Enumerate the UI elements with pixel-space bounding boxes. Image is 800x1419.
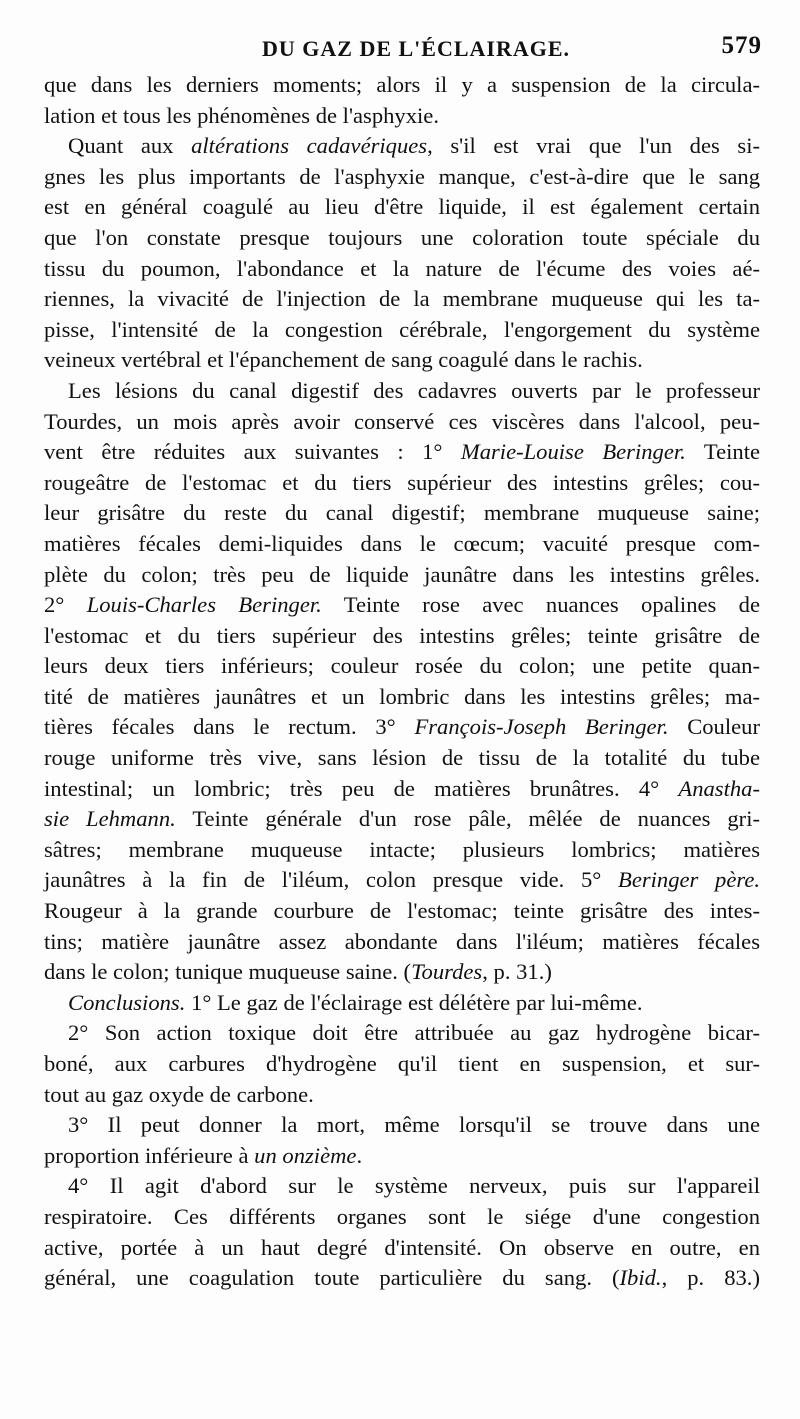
running-title: DU GAZ DE L'ÉCLAIRAGE. bbox=[262, 36, 571, 61]
text-line bbox=[44, 407, 760, 438]
text-line bbox=[44, 896, 760, 927]
text-line bbox=[44, 529, 760, 560]
text-run: matières fécales demi-liquides dans le cœcum; vacuité presque com- bbox=[44, 530, 760, 556]
text-line bbox=[44, 192, 760, 223]
italic-run: sie Lehmann. bbox=[44, 806, 176, 832]
italic-run: François-Joseph Beringer. bbox=[414, 714, 669, 740]
italic-run: Louis-Charles Beringer. bbox=[86, 592, 322, 618]
text-line bbox=[44, 376, 760, 407]
text-run: que l'on constate presque toujours une coloration toute spéciale du bbox=[44, 224, 760, 250]
text-run: Quant aux bbox=[68, 133, 192, 159]
text-run: rouge uniforme très vive, sans lésion de tissu de la totalité du tube bbox=[44, 745, 760, 771]
text-line bbox=[44, 437, 760, 468]
text-run: riennes, la vivacité de l'injection de la membrane muqueuse qui les ta- bbox=[44, 286, 760, 312]
italic-run: Beringer père. bbox=[618, 867, 760, 893]
italic-run: Ibid. bbox=[619, 1265, 662, 1291]
text-run: active, portée à un haut degré d'intensité. On observe en outre, en bbox=[44, 1234, 760, 1260]
text-run: tières fécales dans le rectum. 3° bbox=[44, 714, 415, 740]
text-line bbox=[44, 927, 760, 958]
text-run: 2° Son action toxique doit être attribuée au gaz hydrogène bicar- bbox=[68, 1020, 760, 1046]
text-run: pisse, l'intensité de la congestion cérébrale, l'engorgement du système bbox=[44, 316, 760, 342]
text-line bbox=[44, 468, 760, 499]
text-run: Rougeur à la grande courbure de l'estomac; teinte grisâtre des intes- bbox=[44, 898, 760, 924]
text-run: , p. 31.) bbox=[482, 959, 552, 985]
text-line bbox=[44, 774, 760, 805]
text-run: gnes les plus importants de l'asphyxie manque, c'est-à-dire que le sang bbox=[44, 163, 760, 189]
text-run: est en général coagulé au lieu d'être liquide, il est également certain bbox=[44, 194, 760, 220]
text-run: vent être réduites aux suivantes : 1° bbox=[44, 439, 461, 465]
text-run: que dans les derniers moments; alors il y a suspension de la circula- bbox=[44, 72, 760, 97]
text-run: tout au gaz oxyde de carbone. bbox=[44, 1081, 314, 1107]
text-line bbox=[44, 743, 760, 774]
text-run: 2° bbox=[44, 592, 87, 618]
text-line bbox=[44, 345, 760, 376]
page-number: 579 bbox=[721, 32, 762, 59]
text-line bbox=[44, 131, 760, 162]
text-run: jaunâtres à la fin de l'iléum, colon presque vide. 5° bbox=[44, 867, 619, 893]
text-run: lation et tous les phénomènes de l'asphyxie. bbox=[44, 102, 439, 128]
text-run: veineux vertébral et l'épanchement de sang coagulé dans le rachis. bbox=[44, 347, 643, 373]
text-line bbox=[44, 621, 760, 652]
text-line bbox=[44, 1018, 760, 1049]
text-line bbox=[44, 1110, 760, 1141]
text-run: proportion inférieure à bbox=[44, 1142, 255, 1168]
text-line bbox=[44, 682, 760, 713]
text-run: 1° Le gaz de l'éclairage est délétère par lui-même. bbox=[185, 989, 643, 1015]
text-run: l'estomac et du tiers supérieur des intestins grêles; teinte grisâtre de bbox=[44, 622, 760, 648]
text-run: Couleur bbox=[668, 714, 760, 740]
text-run: Les lésions du canal digestif des cadavres ouverts par le professeur bbox=[68, 377, 760, 403]
text-line bbox=[44, 1202, 760, 1233]
italic-run: Conclusions. bbox=[68, 989, 186, 1015]
text-run: dans le colon; tunique muqueuse saine. ( bbox=[44, 959, 412, 985]
text-run: tins; matière jaunâtre assez abondante dans l'iléum; matières fécales bbox=[44, 928, 760, 954]
text-run: , p. 83.) bbox=[661, 1265, 760, 1291]
text-line bbox=[44, 162, 760, 193]
text-run: 4° Il agit d'abord sur le système nerveux, puis sur l'appareil bbox=[68, 1173, 760, 1199]
text-run: 3° Il peut donner la mort, même lorsqu'il se trouve dans une bbox=[68, 1112, 760, 1138]
text-run: leurs deux tiers inférieurs; couleur rosée du colon; une petite quan- bbox=[44, 653, 760, 679]
text-run: boné, aux carbures d'hydrogène qu'il tient en suspension, et sur- bbox=[44, 1051, 760, 1076]
text-run: Tourdes, un mois après avoir conservé ces viscères dans l'alcool, peu- bbox=[44, 408, 760, 434]
body-text bbox=[44, 70, 760, 1294]
page-header bbox=[262, 32, 762, 66]
text-line bbox=[44, 1080, 760, 1111]
text-line bbox=[44, 70, 760, 101]
text-line bbox=[44, 101, 760, 132]
text-run: respiratoire. Ces différents organes sont le siége d'une congestion bbox=[44, 1203, 760, 1229]
text-run: . bbox=[356, 1142, 363, 1168]
italic-run: Anastha- bbox=[678, 775, 760, 801]
text-run: tité de matières jaunâtres et un lombric dans les intestins grêles; ma- bbox=[44, 683, 760, 709]
text-run: sâtres; membrane muqueuse intacte; plusieurs lombrics; matières bbox=[44, 836, 760, 862]
text-line bbox=[44, 223, 760, 254]
text-run: tissu du poumon, l'abondance et la nature de l'écume des voies aé- bbox=[44, 255, 760, 281]
text-run: rougeâtre de l'estomac et du tiers supérieur des intestins grêles; cou- bbox=[44, 469, 760, 495]
text-line bbox=[44, 315, 760, 346]
text-line bbox=[44, 835, 760, 866]
italic-run: Marie-Louise Beringer. bbox=[460, 439, 686, 465]
text-line bbox=[44, 1171, 760, 1202]
text-line bbox=[44, 1049, 760, 1080]
text-line bbox=[44, 651, 760, 682]
text-line bbox=[44, 988, 760, 1019]
text-line bbox=[44, 804, 760, 835]
italic-run: altérations cadavériques bbox=[191, 133, 428, 159]
text-line bbox=[44, 712, 760, 743]
text-line bbox=[44, 254, 760, 285]
text-line bbox=[44, 865, 760, 896]
text-line bbox=[44, 498, 760, 529]
text-line bbox=[44, 1141, 760, 1172]
text-run: Teinte générale d'un rose pâle, mêlée de nuances gri- bbox=[175, 806, 760, 832]
text-line bbox=[44, 284, 760, 315]
text-run: Teinte bbox=[685, 439, 761, 465]
text-run: Teinte rose avec nuances opalines de bbox=[321, 592, 760, 618]
text-run: intestinal; un lombric; très peu de matières brunâtres. 4° bbox=[44, 775, 679, 801]
text-line bbox=[44, 1233, 760, 1264]
italic-run: un onzième bbox=[254, 1142, 357, 1168]
text-run: leur grisâtre du reste du canal digestif; membrane muqueuse saine; bbox=[44, 500, 760, 526]
text-run: , s'il est vrai que l'un des si- bbox=[427, 133, 761, 159]
text-line bbox=[44, 590, 760, 621]
text-run: général, une coagulation toute particulière du sang. ( bbox=[44, 1265, 620, 1291]
text-line bbox=[44, 560, 760, 591]
italic-run: Tourdes bbox=[411, 959, 483, 985]
text-line bbox=[44, 1263, 760, 1294]
text-run: plète du colon; très peu de liquide jaunâtre dans les intestins grêles. bbox=[44, 561, 760, 587]
text-line bbox=[44, 957, 760, 988]
